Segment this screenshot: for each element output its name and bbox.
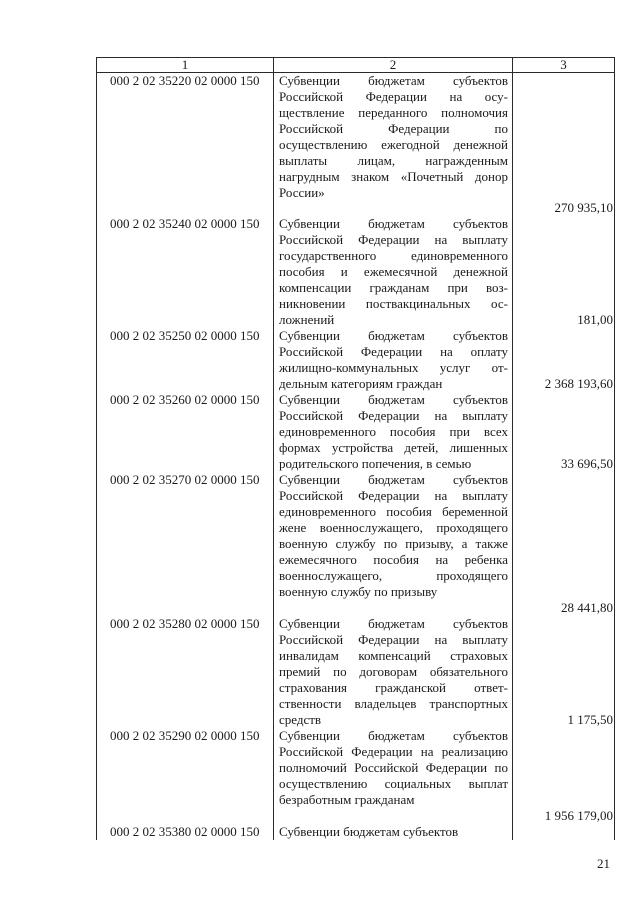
column-header-2: 2 [274,58,513,73]
table-row [97,392,615,472]
table-row [97,824,615,840]
row-amount: 1 175,50 [513,616,615,728]
table-row [97,73,615,216]
row-code: 000 2 02 35250 02 0000 150 [97,328,274,392]
budget-table [96,57,615,840]
row-code: 000 2 02 35380 02 0000 150 [97,824,274,840]
row-description: Субвенции бюджетам субъектов Российской Федерации на осуществление переданного полномочия Российской Федерации по осуществлению ежегодной денежной выплаты лицам, награжденным нагрудным знаком «Почетный донор России» [274,73,513,216]
column-header-3: 3 [513,58,615,73]
table-row [97,728,615,824]
row-code: 000 2 02 35270 02 0000 150 [97,472,274,616]
row-amount: 270 935,10 [513,73,615,216]
row-code: 000 2 02 35290 02 0000 150 [97,728,274,824]
row-amount [513,824,615,840]
row-description: Субвенции бюджетам субъектов Российской Федерации на реализацию полномочий Российской Федерации по осуществлению социальных выплат безработным гражданам [274,728,513,824]
row-code: 000 2 02 35280 02 0000 150 [97,616,274,728]
table-row [97,216,615,328]
row-description: Субвенции бюджетам субъектов Российской Федерации на оплату жилищно-коммунальных услуг отдельным категориям граждан [274,328,513,392]
row-description: Субвенции бюджетам субъектов Российской Федерации на выплату единовременного пособия при всех формах устройства детей, лишенных родительского попечения, в семью [274,392,513,472]
column-header-1: 1 [97,58,274,73]
row-amount: 181,00 [513,216,615,328]
row-code: 000 2 02 35220 02 0000 150 [97,73,274,216]
page-number: 21 [597,856,610,871]
row-amount: 2 368 193,60 [513,328,615,392]
table-row [97,616,615,728]
table-row [97,328,615,392]
row-amount: 1 956 179,00 [513,728,615,824]
row-amount: 28 441,80 [513,472,615,616]
row-code: 000 2 02 35240 02 0000 150 [97,216,274,328]
row-description: Субвенции бюджетам субъектов Российской Федерации на выплату государственного единовременного пособия и ежемесячной денежной компенсации гражданам при возникновении поствакцинальных осложнений [274,216,513,328]
row-amount: 33 696,50 [513,392,615,472]
row-code: 000 2 02 35260 02 0000 150 [97,392,274,472]
table-row [97,472,615,616]
row-description: Субвенции бюджетам субъектов [274,824,513,840]
row-description: Субвенции бюджетам субъектов Российской Федерации на выплату единовременного пособия беременной жене военнослужащего, проходящего военную службу по призыву, а также ежемесячного пособия на ребенка военнослужащего, проходящего военную службу по призыву [274,472,513,616]
header-row [97,58,615,73]
row-description: Субвенции бюджетам субъектов Российской Федерации на выплату инвалидам компенсаций страховых премий по договорам обязательного страхования гражданской ответственности владельцев транспортных средств [274,616,513,728]
